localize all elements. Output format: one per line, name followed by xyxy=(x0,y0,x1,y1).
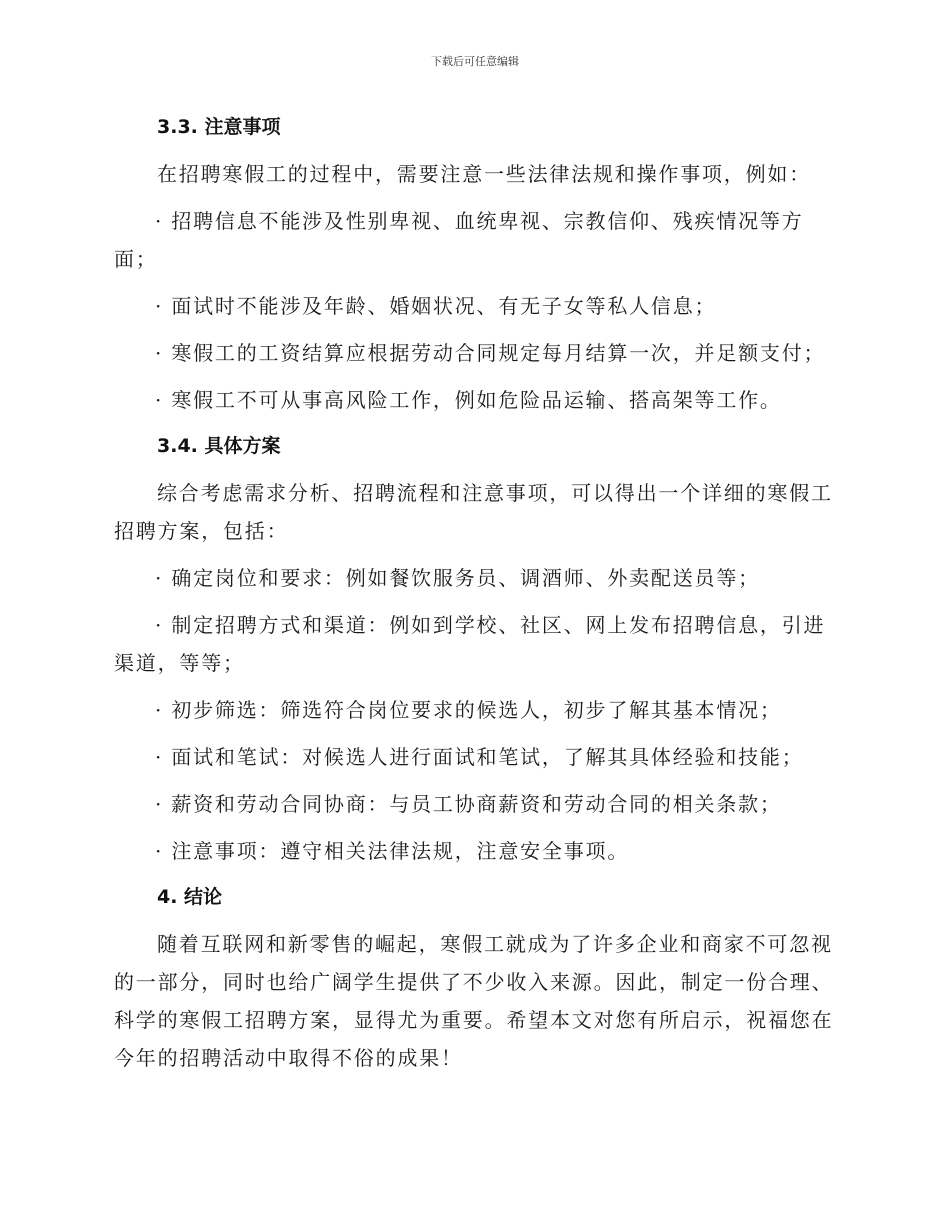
bullet-item: · 制定招聘方式和渠道：例如到学校、社区、网上发布招聘信息，引进渠道，等等； xyxy=(114,613,826,675)
bullet-item: · 面试和笔试：对候选人进行面试和笔试，了解其具体经验和技能； xyxy=(155,745,804,769)
bullet-item: · 薪资和劳动合同协商：与员工协商薪资和劳动合同的相关条款； xyxy=(155,792,782,816)
section-3-4 xyxy=(114,428,836,870)
paragraph: 综合考虑需求分析、招聘流程和注意事项，可以得出一个详细的寒假工招聘方案，包括： xyxy=(114,481,833,543)
bullet-item: · 寒假工的工资结算应根据劳动合同规定每月结算一次，并足额支付； xyxy=(155,341,826,365)
bullet-item: · 招聘信息不能涉及性别卑视、血统卑视、宗教信仰、残疾情况等方面； xyxy=(114,209,804,271)
paragraph: 在招聘寒假工的过程中，需要注意一些法律法规和操作事项，例如： xyxy=(157,162,811,186)
bullet-item: · 寒假工不可从事高风险工作，例如危险品运输、搭高架等工作。 xyxy=(155,388,782,412)
document-body xyxy=(114,109,836,1086)
section-4 xyxy=(114,879,836,1077)
page-header: 下载后可任意编辑 xyxy=(431,55,519,68)
section-heading: 4. 结论 xyxy=(157,886,223,908)
bullet-item: · 面试时不能涉及年龄、婚姻状况、有无子女等私人信息； xyxy=(155,294,717,318)
section-heading: 3.4. 具体方案 xyxy=(157,435,281,457)
bullet-item: · 注意事项：遵守相关法律法规，注意安全事项。 xyxy=(155,839,630,863)
paragraph: 随着互联网和新零售的崛起，寒假工就成为了许多企业和商家不可忽视的一部分，同时也给广阔学生提供了不少收入来源。因此，制定一份合理、科学的寒假工招聘方案，显得尤为重要。希望本文对您有所启示，祝福您在今年的招聘活动中取得不俗的成果！ xyxy=(114,932,834,1070)
section-3-3 xyxy=(114,109,836,419)
bullet-item: · 初步筛选：筛选符合岗位要求的候选人，初步了解其基本情况； xyxy=(155,698,782,722)
section-heading: 3.3. 注意事项 xyxy=(157,116,281,138)
bullet-item: · 确定岗位和要求：例如餐饮服务员、调酒师、外卖配送员等； xyxy=(155,566,760,590)
